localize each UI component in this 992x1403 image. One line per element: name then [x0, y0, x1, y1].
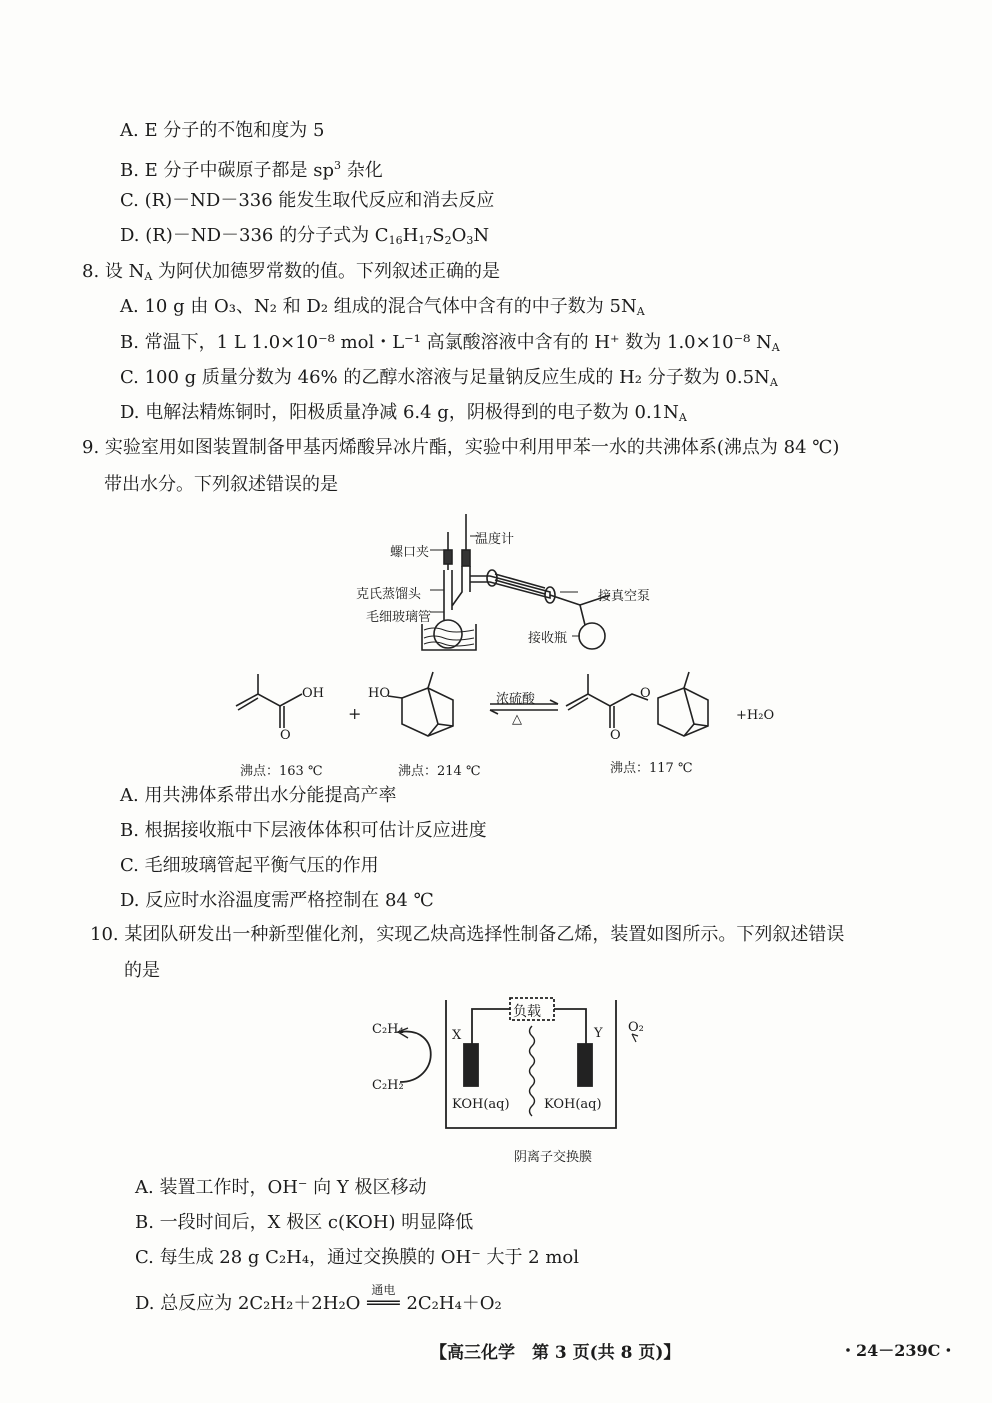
q8-option-b	[120, 332, 780, 359]
q7-option-a: A. E 分子的不饱和度为 5	[120, 120, 325, 141]
q8-d-sub: A	[678, 411, 687, 424]
q9-option-d: D. 反应时水浴温度需严格控制在 84 ℃	[120, 890, 434, 911]
reactant1-oh: OH	[302, 686, 324, 701]
q9-option-c: C. 毛细玻璃管起平衡气压的作用	[120, 855, 379, 876]
q7-d-o: O	[451, 225, 467, 246]
q10-d-post: 2C₂H₄＋O₂	[406, 1293, 502, 1314]
q8-option-a	[120, 296, 645, 323]
product-ester-o: O	[640, 686, 651, 701]
koh-right-label: KOH(aq)	[544, 1097, 602, 1112]
esterification-reaction-scheme	[228, 668, 788, 748]
q10-d-text: D. 总反应为 2C₂H₂＋2H₂O	[135, 1293, 361, 1314]
bp-reactant2: 沸点：214 ℃	[398, 764, 481, 779]
c2h4-label: C₂H₄	[372, 1022, 404, 1037]
electrode-y-label: Y	[594, 1026, 603, 1041]
q7-d-sub3: 2	[444, 234, 452, 247]
q8-stem-sub: A	[144, 270, 153, 283]
q7-b-sup: 3	[334, 159, 342, 172]
q8-b-text: B. 常温下，1 L 1.0×10⁻⁸ mol・L⁻¹ 高氯酸溶液中含有的 H⁺ 数为 1.0×10⁻⁸ N	[120, 332, 772, 353]
q7-d-text: D. (R)－ND－336 的分子式为 C	[120, 225, 389, 246]
q8-stem	[82, 261, 500, 288]
heat-symbol: △	[512, 712, 522, 727]
q9-stem-line1: 9. 实验室用如图装置制备甲基丙烯酸异冰片酯，实验中利用甲苯一水的共沸体系(沸点为 84 ℃)	[82, 437, 840, 458]
bp-reactant1: 沸点：163 ℃	[240, 764, 323, 779]
q7-d-h: H	[402, 225, 419, 246]
q10-option-b: B. 一段时间后，X 极区 c(KOH) 明显降低	[135, 1212, 474, 1233]
q7-option-d	[120, 225, 489, 252]
q7-d-n: N	[473, 225, 490, 246]
q7-b-text: B. E 分子中碳原子都是 sp	[120, 160, 335, 181]
q7-d-sub2: 17	[418, 234, 433, 247]
q10-option-d	[135, 1283, 502, 1315]
product-water: +H₂O	[736, 708, 775, 723]
q9-option-a: A. 用共沸体系带出水分能提高产率	[120, 785, 397, 806]
reaction-plus: +	[348, 704, 362, 723]
q9-stem-line2: 带出水分。下列叙述错误的是	[104, 474, 338, 495]
label-thermometer: 温度计	[475, 532, 515, 547]
load-label: 负载	[513, 1004, 541, 1020]
q8-option-c	[120, 367, 778, 394]
q7-d-s: S	[432, 225, 445, 246]
q8-a-text: A. 10 g 由 O₃、N₂ 和 D₂ 组成的混合气体中含有的中子数为 5N	[120, 296, 637, 317]
o2-label: O₂	[628, 1020, 644, 1035]
electrode-x-label: X	[452, 1028, 462, 1043]
q7-option-c: C. (R)－ND－336 能发生取代反应和消去反应	[120, 190, 495, 211]
reactant1-carbonyl-o: O	[280, 728, 291, 743]
q8-c-text: C. 100 g 质量分数为 46% 的乙醇水溶液与足量钠反应生成的 H₂ 分子数为 0.5N	[120, 367, 770, 388]
paper-code: ・24－239C・	[840, 1341, 957, 1360]
q8-b-sub: A	[771, 341, 780, 354]
q10-stem-line1: 10. 某团队研发出一种新型催化剂，实现乙炔高选择性制备乙烯，装置如图所示。下列叙述错误	[90, 924, 845, 945]
q7-d-sub1: 16	[388, 234, 403, 247]
q8-option-d	[120, 402, 687, 429]
electrolysis-condition: 通电 ═══	[360, 1293, 406, 1315]
reactant2-ho: HO	[368, 686, 390, 701]
page-footer: 【高三化学 第 3 页(共 8 页)】	[430, 1343, 681, 1363]
label-capillary: 毛细玻璃管	[366, 610, 432, 625]
electrolysis-cell-diagram	[370, 996, 650, 1131]
koh-left-label: KOH(aq)	[452, 1097, 510, 1112]
label-vacuum-pump: 接真空泵	[598, 589, 651, 604]
label-clamp: 螺口夹	[390, 545, 430, 560]
q10-option-a: A. 装置工作时，OH⁻ 向 Y 极区移动	[135, 1177, 427, 1198]
product-carbonyl-o: O	[610, 728, 621, 743]
membrane-label: 阴离子交换膜	[514, 1150, 593, 1165]
q7-d-sub4: 3	[466, 234, 474, 247]
q9-option-b: B. 根据接收瓶中下层液体体积可估计反应进度	[120, 820, 487, 841]
q10-stem-line2: 的是	[124, 960, 160, 981]
condition-text: 通电	[371, 1283, 396, 1297]
q8-stem-post: 为阿伏加德罗常数的值。下列叙述正确的是	[152, 261, 501, 282]
c2h2-label: C₂H₂	[372, 1078, 404, 1093]
q8-c-sub: A	[769, 376, 778, 389]
label-claisen-head: 克氏蒸馏头	[356, 587, 422, 602]
label-receiver-flask: 接收瓶	[528, 631, 568, 646]
q8-a-sub: A	[636, 305, 645, 318]
catalyst-label: 浓硫酸	[496, 692, 536, 707]
bp-product: 沸点：117 ℃	[610, 761, 693, 776]
q7-b-post: 杂化	[341, 160, 383, 181]
q7-option-b	[120, 155, 383, 182]
q8-stem-text: 8. 设 N	[82, 261, 145, 282]
q10-option-c: C. 每生成 28 g C₂H₄，通过交换膜的 OH⁻ 大于 2 mol	[135, 1247, 580, 1268]
q8-d-text: D. 电解法精炼铜时，阳极质量净减 6.4 g，阴极得到的电子数为 0.1N	[120, 402, 679, 423]
